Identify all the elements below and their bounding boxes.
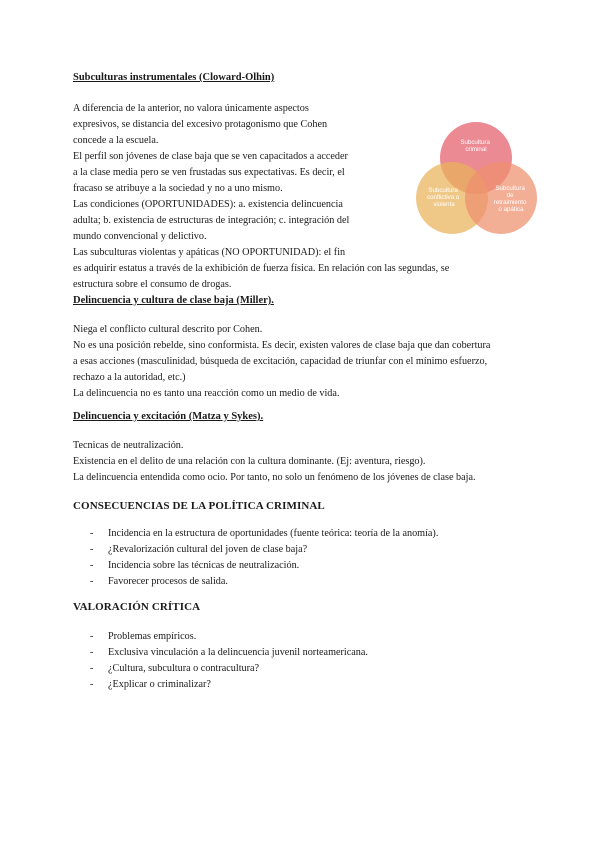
paragraph-line: El perfil son jóvenes de clase baja que se ven capacitados a acceder bbox=[73, 151, 348, 162]
section-title-matza-sykes: Delincuencia y excitación (Matza y Sykes). bbox=[73, 411, 264, 422]
venn-label-apathetic: Subcultura de retraimiento o apática bbox=[493, 185, 527, 213]
paragraph-line: a la clase media pero se ven frustadas sus expectativas. Es decir, el bbox=[73, 167, 345, 178]
paragraph-line: a esas acciones (masculinidad, búsqueda de excitación, capacidad de triunfar con el mínimo esfuerzo, bbox=[73, 356, 488, 367]
paragraph-line: A diferencia de la anterior, no valora únicamente aspectos bbox=[73, 103, 309, 114]
list-item: - Exclusiva vinculación a la delincuencia juvenil norteamericana. bbox=[90, 647, 368, 658]
paragraph-line: estructura sobre el consumo de drogas. bbox=[73, 279, 232, 290]
list-item: - ¿Revalorización cultural del joven de clase baja? bbox=[90, 544, 308, 555]
list-item: - Incidencia sobre las técnicas de neutralización. bbox=[90, 560, 300, 571]
list-item: - Problemas empíricos. bbox=[90, 631, 197, 642]
paragraph-line: Las condiciones (OPORTUNIDADES): a. existencia delincuencia bbox=[73, 199, 343, 210]
section-title-valoracion: VALORACIÓN CRÍTICA bbox=[73, 601, 201, 613]
venn-label-violent: Subcultura conflictiva o violenta bbox=[426, 187, 460, 208]
paragraph-line: Niega el conflicto cultural descrito por Cohen. bbox=[73, 324, 263, 335]
paragraph-line: fracaso se atribuye a la sociedad y no a uno mismo. bbox=[73, 183, 283, 194]
list-item: - Favorecer procesos de salida. bbox=[90, 576, 228, 587]
venn-label-criminal: Subcultura criminal bbox=[460, 139, 490, 153]
venn-circle-apathetic bbox=[465, 162, 537, 234]
paragraph-line: La delincuencia no es tanto una reacción como un medio de vida. bbox=[73, 388, 340, 399]
paragraph-line: expresivos, se distancia del excesivo protagonismo que Cohen bbox=[73, 119, 328, 130]
section-title-consecuencias: CONSECUENCIAS DE LA POLÍTICA CRIMINAL bbox=[73, 500, 325, 512]
list-item: - ¿Cultura, subcultura o contracultura? bbox=[90, 663, 260, 674]
paragraph-line: rechazo a la autoridad, etc.) bbox=[73, 372, 186, 383]
paragraph-line: adulta; b. existencia de estructuras de integración; c. integración del bbox=[73, 215, 350, 226]
subculture-venn-diagram bbox=[412, 118, 540, 236]
section-title-miller: Delincuencia y cultura de clase baja (Miller). bbox=[73, 295, 274, 306]
paragraph-line: Tecnicas de neutralización. bbox=[73, 440, 184, 451]
paragraph-line: Existencia en el delito de una relación con la cultura dominante. (Ej: aventura, riesgo). bbox=[73, 456, 426, 467]
list-item: - ¿Explicar o criminalizar? bbox=[90, 679, 211, 690]
list-item: - Incidencia en la estructura de oportunidades (fuente teórica: teoría de la anomía). bbox=[90, 528, 439, 539]
paragraph-line: La delincuencia entendida como ocio. Por tanto, no solo un fenómeno de los jóvenes de clase baja. bbox=[73, 472, 476, 483]
paragraph-line: No es una posición rebelde, sino conformista. Es decir, existen valores de clase baja que dan cobertura bbox=[73, 340, 491, 351]
paragraph-line: Las subculturas violentas y apáticas (NO OPORTUNIDAD): el fin bbox=[73, 247, 346, 258]
paragraph-line: mundo convencional y delictivo. bbox=[73, 231, 207, 242]
section-title-instrumental-subcultures: Subculturas instrumentales (Cloward-Olhin) bbox=[73, 72, 275, 83]
paragraph-line: es adquirir estatus a través de la exhibición de fuerza física. En relación con las segundas, se bbox=[73, 263, 450, 274]
paragraph-line: concede a la escuela. bbox=[73, 135, 159, 146]
